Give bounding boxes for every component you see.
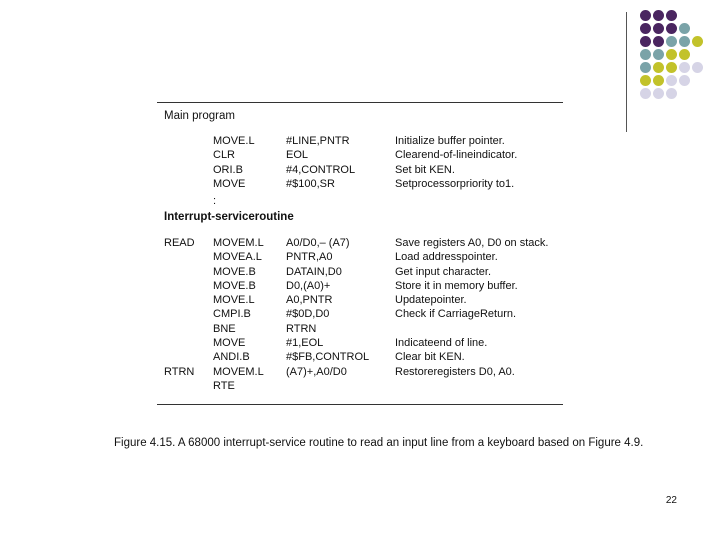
- comment: [395, 379, 548, 393]
- opcode: ANDI.B: [213, 351, 250, 364]
- opcode: CLR: [213, 149, 236, 162]
- label: [164, 293, 195, 307]
- opcode: MOVE.B: [213, 279, 256, 292]
- dot: [666, 23, 677, 34]
- interrupt-labels: [164, 236, 195, 393]
- comment: Get input character.: [395, 265, 491, 278]
- comment: Setprocessorpriority to1.: [395, 177, 515, 190]
- opcode: CMPI.B: [213, 308, 251, 321]
- decorative-vertical-rule: [626, 12, 627, 132]
- label: RTRN: [164, 365, 195, 378]
- opcode: MOVEM.L: [213, 237, 264, 249]
- dot: [653, 88, 664, 99]
- dot: [653, 10, 664, 21]
- comment: Clearend-of-lineindicator.: [395, 149, 518, 162]
- comment: Check if CarriageReturn.: [395, 308, 517, 321]
- dot: [640, 75, 651, 86]
- label: [164, 265, 195, 279]
- dot: [653, 36, 664, 47]
- interrupt-comments: [395, 236, 548, 393]
- dot: [679, 36, 690, 47]
- dot: [640, 62, 651, 73]
- opcode: MOVEM.L: [213, 365, 264, 378]
- operand: #$0D,D0: [286, 308, 330, 321]
- comment: Updatepointer.: [395, 294, 467, 307]
- dot: [653, 23, 664, 34]
- label: [164, 279, 195, 293]
- operand: #$100,SR: [286, 177, 335, 190]
- dot: [666, 10, 677, 21]
- dot: [679, 23, 690, 34]
- dot: [640, 10, 651, 21]
- dot: [679, 62, 690, 73]
- operand: #1,EOL: [286, 337, 324, 350]
- comment: Save registers A0, D0 on stack.: [395, 237, 549, 249]
- comment: Indicateend of line.: [395, 337, 488, 350]
- ellipsis-marker: :: [213, 195, 217, 207]
- operand: #LINE,PNTR: [286, 135, 350, 147]
- comment: Restoreregisters D0, A0.: [395, 365, 515, 378]
- main-program-operands: [286, 134, 355, 191]
- interrupt-operands: [286, 236, 369, 393]
- label: [164, 350, 195, 364]
- comment: Store it in memory buffer.: [395, 279, 518, 292]
- dot: [653, 49, 664, 60]
- dot: [653, 62, 664, 73]
- comment: Initialize buffer pointer.: [395, 135, 505, 147]
- dot: [640, 36, 651, 47]
- label: READ: [164, 237, 195, 249]
- figure-caption: Figure 4.15. A 68000 interrupt-service routine to read an input line from a keyboard based on Figure 4.9.: [114, 437, 644, 449]
- label: [164, 307, 195, 321]
- operand: EOL: [286, 149, 309, 162]
- dot: [679, 49, 690, 60]
- comment: Set bit KEN.: [395, 163, 455, 176]
- opcode: ORI.B: [213, 163, 243, 176]
- comment: [395, 322, 548, 336]
- opcode: BNE: [213, 322, 236, 335]
- dot: [666, 36, 677, 47]
- opcode: RTE: [213, 379, 235, 392]
- dot: [692, 36, 703, 47]
- operand: #$FB,CONTROL: [286, 351, 370, 364]
- opcode: MOVE: [213, 337, 246, 350]
- main-program-comments: [395, 134, 517, 191]
- dot: [640, 23, 651, 34]
- label: [164, 322, 195, 336]
- page-number: 22: [665, 495, 677, 506]
- comment: Clear bit KEN.: [395, 351, 465, 364]
- operand: RTRN: [286, 322, 317, 335]
- dot: [692, 62, 703, 73]
- dot: [640, 88, 651, 99]
- opcode: MOVE.B: [213, 265, 256, 278]
- interrupt-opcodes: [213, 236, 264, 393]
- bottom-rule: [157, 404, 563, 405]
- dot: [666, 49, 677, 60]
- opcode: MOVE: [213, 177, 246, 190]
- operand: #4,CONTROL: [286, 163, 356, 176]
- opcode: MOVE.L: [213, 294, 255, 307]
- top-rule: [157, 102, 563, 103]
- interrupt-routine-heading: Interrupt-serviceroutine: [164, 211, 294, 223]
- operand: A0/D0,– (A7): [286, 237, 350, 249]
- dot: [666, 75, 677, 86]
- operand: (A7)+,A0/D0: [286, 365, 347, 378]
- dot: [666, 88, 677, 99]
- operand: A0,PNTR: [286, 294, 333, 307]
- opcode: MOVE.L: [213, 135, 255, 147]
- dot: [653, 75, 664, 86]
- comment: Load addresspointer.: [395, 251, 498, 264]
- dot: [666, 62, 677, 73]
- label: [164, 250, 195, 264]
- main-program-opcodes: [213, 134, 255, 191]
- dot: [640, 49, 651, 60]
- operand: PNTR,A0: [286, 251, 333, 264]
- label: [164, 336, 195, 350]
- decorative-dot-grid: [628, 10, 720, 110]
- opcode: MOVEA.L: [213, 251, 262, 264]
- main-program-heading: Main program: [164, 110, 235, 122]
- dot: [679, 75, 690, 86]
- operand: [286, 379, 369, 393]
- operand: D0,(A0)+: [286, 279, 331, 292]
- operand: DATAIN,D0: [286, 265, 342, 278]
- label: [164, 379, 195, 393]
